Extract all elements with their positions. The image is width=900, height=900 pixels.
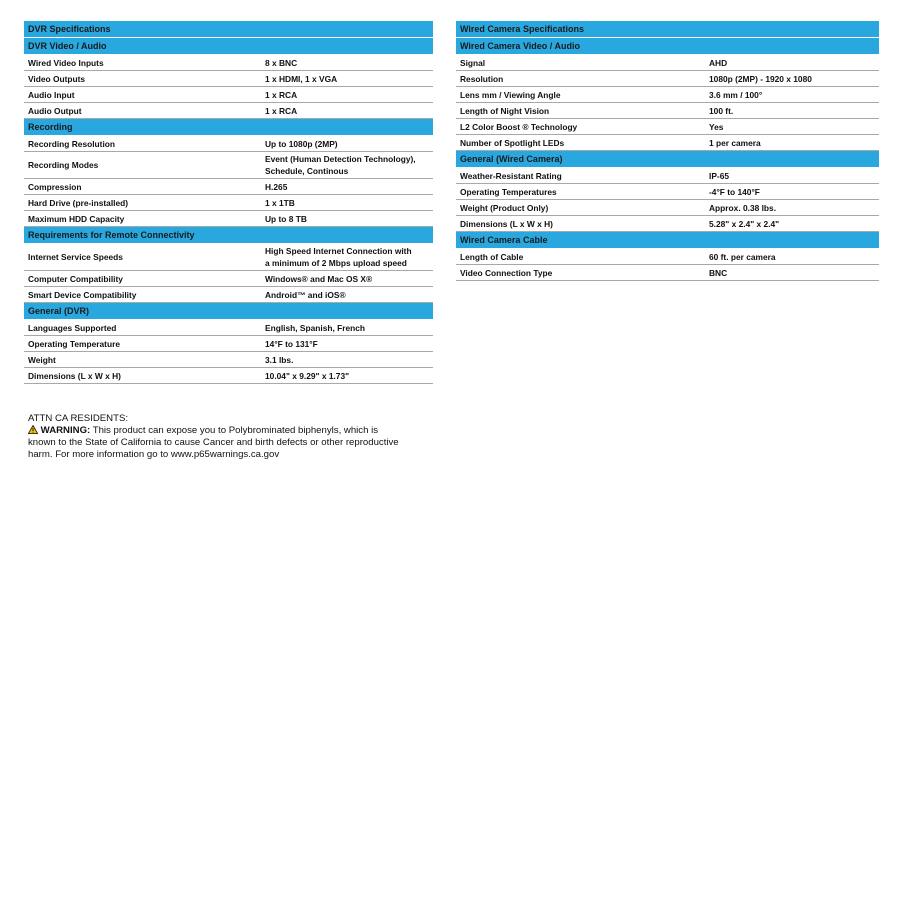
spec-row bbox=[24, 71, 433, 87]
spec-row bbox=[24, 287, 433, 303]
spec-row bbox=[24, 352, 433, 368]
spec-value: 1 per camera bbox=[709, 137, 761, 148]
spec-label: Wired Video Inputs bbox=[28, 57, 104, 68]
spec-row bbox=[456, 55, 879, 71]
spec-label: Smart Device Compatibility bbox=[28, 289, 137, 300]
section-header: Recording bbox=[24, 119, 433, 136]
spec-row bbox=[24, 195, 433, 211]
spec-value: Android™ and iOS® bbox=[265, 289, 346, 300]
spec-row bbox=[456, 103, 879, 119]
warning-title: ATTN CA RESIDENTS: bbox=[28, 413, 129, 424]
spec-label: Recording Resolution bbox=[28, 138, 116, 149]
spec-value: Event (Human Detection Technology), Schedule, Continous bbox=[265, 154, 416, 176]
spec-row bbox=[24, 179, 433, 195]
spec-row bbox=[24, 55, 433, 71]
spec-value: 1080p (2MP) - 1920 x 1080 bbox=[709, 73, 812, 84]
camera-specifications-table bbox=[456, 21, 879, 281]
section-header: General (Wired Camera) bbox=[456, 151, 879, 168]
spec-row bbox=[456, 184, 879, 200]
spec-value: 3.6 mm / 100° bbox=[709, 89, 763, 100]
spec-value: 10.04" x 9.29" x 1.73" bbox=[265, 370, 350, 381]
spec-label: Video Connection Type bbox=[460, 267, 553, 278]
warning-label: WARNING: bbox=[40, 425, 91, 436]
spec-label: Dimensions (L x W x H) bbox=[460, 218, 553, 229]
spec-label: Video Outputs bbox=[28, 73, 86, 84]
spec-row bbox=[456, 168, 879, 184]
warning-text: This product can expose you to Polybrominated biphenyls, which is known to the State of California to cause Cancer and birth defects or other reproductive harm. For more information go to www.p65warnings.ca.gov bbox=[28, 425, 399, 460]
spec-label: Recording Modes bbox=[28, 160, 99, 170]
spec-row bbox=[456, 249, 879, 265]
spec-label: Resolution bbox=[460, 73, 504, 84]
spec-value: 1 x RCA bbox=[265, 89, 298, 100]
spec-row bbox=[24, 103, 433, 119]
dvr-specifications-table bbox=[24, 21, 433, 384]
spec-value: 3.1 lbs. bbox=[265, 354, 294, 365]
spec-label: Dimensions (L x W x H) bbox=[28, 370, 121, 381]
spec-label: Languages Supported bbox=[28, 322, 117, 333]
spec-label: Operating Temperatures bbox=[460, 186, 557, 197]
spec-row bbox=[24, 368, 433, 384]
spec-label: Length of Cable bbox=[460, 251, 524, 262]
spec-label: Number of Spotlight LEDs bbox=[460, 137, 565, 148]
spec-row bbox=[24, 271, 433, 287]
spec-label: Signal bbox=[460, 57, 486, 68]
spec-value: 8 x BNC bbox=[265, 57, 298, 68]
spec-label: Operating Temperature bbox=[28, 338, 120, 349]
spec-value: Windows® and Mac OS X® bbox=[265, 273, 373, 284]
spec-row bbox=[24, 244, 433, 271]
spec-label: Lens mm / Viewing Angle bbox=[460, 89, 561, 100]
prop65-warning bbox=[28, 413, 408, 461]
spec-row bbox=[456, 135, 879, 151]
section-header: DVR Video / Audio bbox=[24, 38, 433, 55]
spec-value: 1 x 1TB bbox=[265, 197, 295, 208]
spec-value: 5.28" x 2.4" x 2.4" bbox=[709, 218, 780, 229]
spec-value: AHD bbox=[709, 57, 728, 68]
spec-row bbox=[24, 211, 433, 227]
spec-label: Compression bbox=[28, 181, 82, 192]
spec-value: -4°F to 140°F bbox=[709, 186, 760, 197]
spec-value: BNC bbox=[709, 267, 728, 278]
spec-label: Weight (Product Only) bbox=[460, 202, 549, 213]
spec-label: Hard Drive (pre-installed) bbox=[28, 197, 129, 208]
spec-value: High Speed Internet Connection with a minimum of 2 Mbps upload speed bbox=[265, 246, 412, 268]
spec-label: Internet Service Speeds bbox=[28, 252, 123, 262]
section-header: Requirements for Remote Connectivity bbox=[24, 227, 433, 244]
spec-value: Approx. 0.38 lbs. bbox=[709, 202, 777, 213]
spec-row bbox=[24, 152, 433, 179]
spec-value: IP-65 bbox=[709, 170, 730, 181]
spec-value: 14°F to 131°F bbox=[265, 338, 318, 349]
spec-label: Computer Compatibility bbox=[28, 273, 123, 284]
spec-value: 100 ft. bbox=[709, 105, 734, 116]
spec-row bbox=[456, 200, 879, 216]
spec-label: Maximum HDD Capacity bbox=[28, 213, 125, 224]
spec-value: H.265 bbox=[265, 181, 288, 192]
spec-value: Yes bbox=[709, 121, 724, 132]
spec-row bbox=[456, 265, 879, 281]
warning-triangle-icon bbox=[28, 425, 38, 434]
table-title: Wired Camera Specifications bbox=[456, 21, 879, 38]
table-title: DVR Specifications bbox=[24, 21, 433, 38]
section-header: Wired Camera Video / Audio bbox=[456, 38, 879, 55]
spec-row bbox=[24, 320, 433, 336]
spec-label: Weight bbox=[28, 354, 56, 365]
spec-row bbox=[24, 136, 433, 152]
spec-row bbox=[24, 336, 433, 352]
section-header: General (DVR) bbox=[24, 303, 433, 320]
spec-row bbox=[24, 87, 433, 103]
spec-value: Up to 8 TB bbox=[265, 213, 307, 224]
spec-label: Weather-Resistant Rating bbox=[460, 170, 562, 181]
spec-label: Length of Night Vision bbox=[460, 105, 550, 116]
section-header: Wired Camera Cable bbox=[456, 232, 879, 249]
spec-value: Up to 1080p (2MP) bbox=[265, 138, 338, 149]
spec-row bbox=[456, 71, 879, 87]
spec-value: English, Spanish, French bbox=[265, 322, 366, 333]
spec-row bbox=[456, 216, 879, 232]
spec-label: L2 Color Boost ® Technology bbox=[460, 121, 578, 132]
spec-row bbox=[456, 87, 879, 103]
spec-value: 60 ft. per camera bbox=[709, 251, 776, 262]
spec-label: Audio Input bbox=[28, 89, 75, 100]
spec-label: Audio Output bbox=[28, 105, 82, 116]
spec-value: 1 x RCA bbox=[265, 105, 298, 116]
spec-value: 1 x HDMI, 1 x VGA bbox=[265, 73, 338, 84]
spec-row bbox=[456, 119, 879, 135]
